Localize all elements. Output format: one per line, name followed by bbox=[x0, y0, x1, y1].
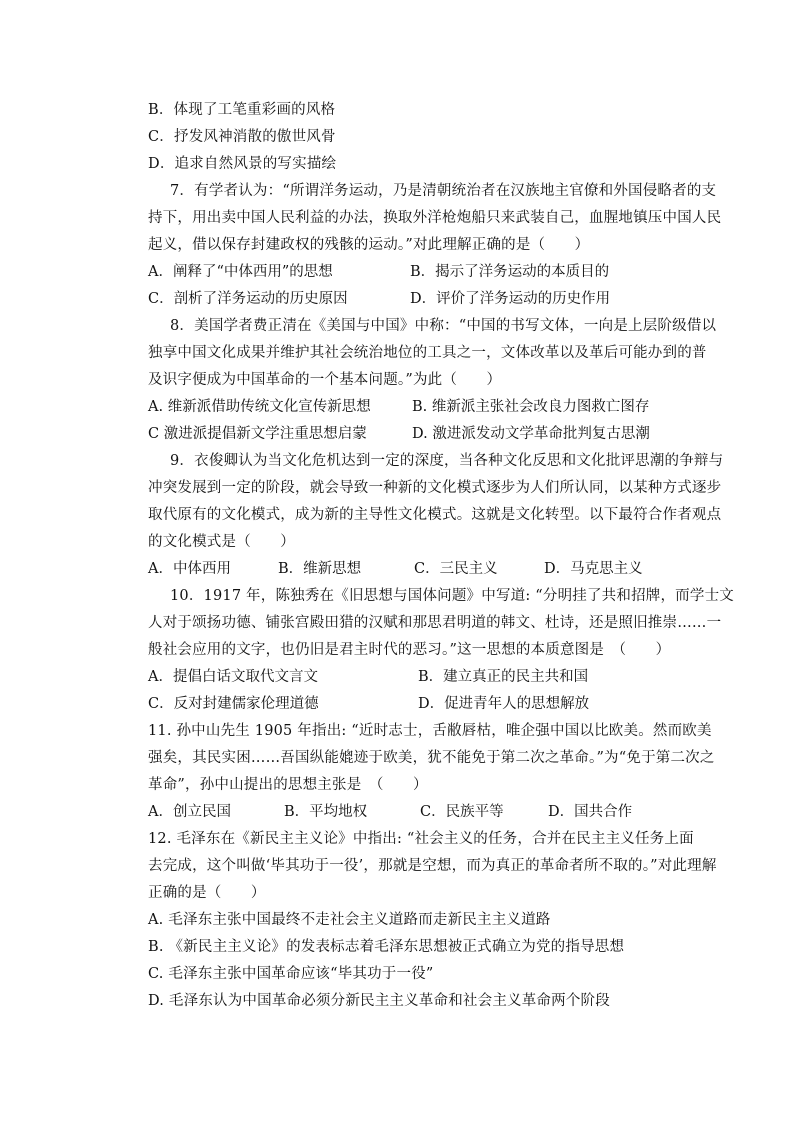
q10-stem-line-2: 人对于颂扬功德、铺张宫殿田猎的汉赋和那思君明道的韩文、杜诗，还是照旧推崇……一 bbox=[148, 615, 722, 631]
q10-stem-line-3: 般社会应用的文字，也仍旧是君主时代的恶习。”这一思想的本质意图是 （ ） bbox=[148, 642, 671, 658]
q8-stem-line-1: 8．美国学者费正清在《美国与中国》中称：“中国的书写文体，一向是上层阶级借以 bbox=[170, 318, 717, 334]
q8-option-a: A. 维新派借助传统文化宣传新思想 bbox=[148, 399, 371, 415]
q12-option-d: D. 毛泽东认为中国革命必须分新民主主义革命和社会主义革命两个阶段 bbox=[148, 993, 610, 1009]
q8-option-c: C 激进派提倡新文学注重思想启蒙 bbox=[148, 426, 367, 442]
q11-option-b: B．平均地权 bbox=[284, 804, 368, 820]
q11-option-d: D．国共合作 bbox=[548, 804, 633, 820]
q12-option-b: B. 《新民主主义论》的发表标志着毛泽东思想被正式确立为党的指导思想 bbox=[148, 939, 625, 955]
q9-option-a: A．中体西用 bbox=[148, 561, 231, 577]
q11-stem-line-1: 11. 孙中山先生 1905 年指出: “近时志士，舌敝唇枯，唯企强中国以比欧美。然而欧美 bbox=[148, 723, 712, 739]
q12-option-c: C. 毛泽东主张中国革命应该“毕其功于一役” bbox=[148, 966, 434, 982]
q11-option-a: A．创立民国 bbox=[148, 804, 231, 820]
q10-stem-line-1: 10．1917 年，陈独秀在《旧思想与国体问题》中写道: “分明挂了共和招牌，而学士文 bbox=[170, 588, 734, 604]
q11-stem-line-2: 强矣，其民实困……吾国纵能媲迹于欧美，犹不能免于第二次之革命。”为“免于第二次之 bbox=[148, 750, 715, 766]
q9-option-d: D．马克思主义 bbox=[544, 561, 643, 577]
q9-stem-line-2: 冲突发展到一定的阶段，就会导致一种新的文化模式逐步为人们所认同，以某种方式逐步 bbox=[148, 480, 722, 496]
q9-option-c: C．三民主义 bbox=[414, 561, 498, 577]
q8-option-b: B. 维新派主张社会改良力图救亡图存 bbox=[412, 399, 650, 415]
q8-option-d: D. 激进派发动文学革命批判复古思潮 bbox=[412, 426, 650, 442]
q6-option-d: D．追求自然风景的写实描绘 bbox=[148, 156, 337, 172]
q6-option-b: B．体现了工笔重彩画的风格 bbox=[148, 102, 336, 118]
q6-option-c: C．抒发风神消散的傲世风骨 bbox=[148, 129, 336, 145]
q10-option-d: D．促进青年人的思想解放 bbox=[418, 696, 590, 712]
q7-option-a: A．阐释了“中体西用”的思想 bbox=[148, 264, 333, 280]
q8-stem-line-2: 独享中国文化成果并维护其社会统治地位的工具之一，文体改革以及革后可能办到的普 bbox=[148, 345, 707, 361]
q10-option-b: B．建立真正的民主共和国 bbox=[418, 669, 589, 685]
q12-stem-line-3: 正确的是（ ） bbox=[148, 885, 266, 901]
q12-option-a: A. 毛泽东主张中国最终不走社会主义道路而走新民主主义道路 bbox=[148, 912, 551, 928]
q7-option-d: D．评价了洋务运动的历史作用 bbox=[410, 291, 611, 307]
q9-stem-line-1: 9．衣俊卿认为当文化危机达到一定的深度，当各种文化反思和文化批评思潮的争辩与 bbox=[170, 453, 724, 469]
q12-stem-line-1: 12. 毛泽东在《新民主主义论》中指出: “社会主义的任务，合并在民主主义任务上面 bbox=[148, 831, 694, 847]
q8-stem-line-3: 及识字便成为中国革命的一个基本问题。”为此（ ） bbox=[148, 372, 502, 388]
q12-stem-line-2: 去完成，这个叫做‘毕其功于一役’，那就是空想，而为真正的革命者所不取的。”对此理解 bbox=[148, 858, 717, 874]
q9-stem-line-4: 的文化模式是（ ） bbox=[148, 534, 295, 550]
q7-stem-line-1: 7．有学者认为：“所谓洋务运动，乃是清朝统治者在汉族地主官僚和外国侵略者的支 bbox=[170, 183, 717, 199]
q11-stem-line-3: 革命”，孙中山提出的思想主张是 （ ） bbox=[148, 777, 428, 793]
q11-option-c: C．民族平等 bbox=[420, 804, 504, 820]
q7-option-c: C．剖析了洋务运动的历史原因 bbox=[148, 291, 348, 307]
q7-stem-line-3: 起义，借以保存封建政权的残骸的运动。”对此理解正确的是（ ） bbox=[148, 237, 590, 253]
q9-option-b: B．维新思想 bbox=[278, 561, 362, 577]
q7-option-b: B．揭示了洋务运动的本质目的 bbox=[410, 264, 610, 280]
q10-option-c: C．反对封建儒家伦理道德 bbox=[148, 696, 319, 712]
q7-stem-line-2: 持下，用出卖中国人民利益的办法，换取外洋枪炮船只来武装自己，血腥地镇压中国人民 bbox=[148, 210, 722, 226]
q9-stem-line-3: 取代原有的文化模式，成为新的主导性文化模式。这就是文化转型。以下最符合作者观点 bbox=[148, 507, 722, 523]
q10-option-a: A．提倡白话文取代文言文 bbox=[148, 669, 318, 685]
